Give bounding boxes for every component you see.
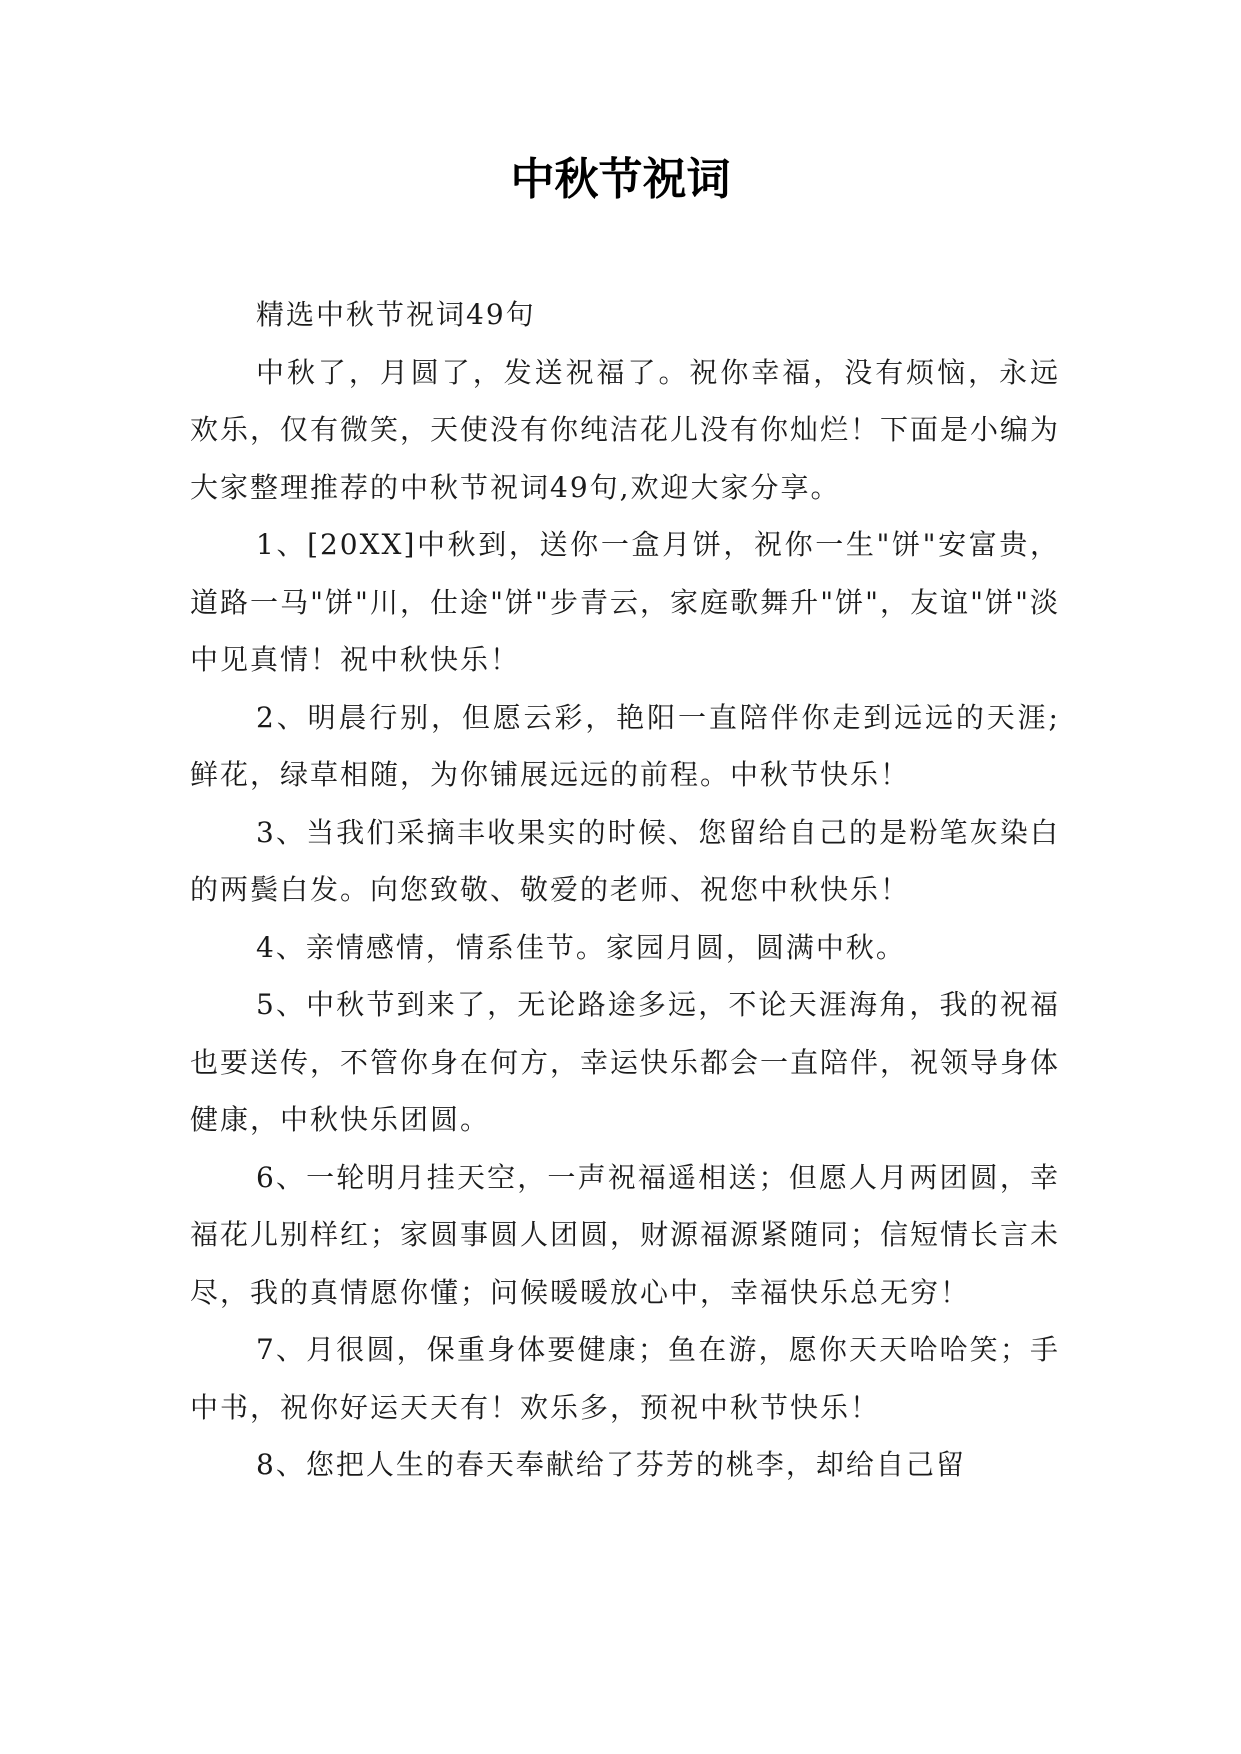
subtitle-paragraph: 精选中秋节祝词49句 (256, 298, 536, 331)
greeting-paragraph-5: 5、中秋节到来了，无论路途多远，不论天涯海角，我的祝福也要送传，不管你身在何方，幸运快乐都会一直陪伴，祝领导身体健康，中秋快乐团圆。 (190, 988, 1061, 1136)
greeting-paragraph-8: 8、您把人生的春天奉献给了芬芳的桃李，却给自己留 (256, 1448, 966, 1481)
greeting-paragraph-3: 3、当我们采摘丰收果实的时候、您留给自己的是粉笔灰染白的两鬓白发。向您致敬、敬爱的老师、祝您中秋快乐！ (190, 815, 1060, 906)
document-title: 中秋节祝词 (510, 154, 731, 205)
greeting-paragraph-1: 1、[20XX]中秋到，送你一盒月饼，祝你一生"饼"安富贵，道路一马"饼"川，仕途"饼"步青云，家庭歌舞升"饼"，友谊"饼"淡中见真情！祝中秋快乐！ (190, 528, 1060, 676)
intro-paragraph: 中秋了，月圆了，发送祝福了。祝你幸福，没有烦恼，永远欢乐，仅有微笑，天使没有你纯洁花儿没有你灿烂！下面是小编为大家整理推荐的中秋节祝词49句,欢迎大家分享。 (190, 355, 1061, 504)
greeting-paragraph-6: 6、一轮明月挂天空，一声祝福遥相送；但愿人月两团圆，幸福花儿别样红；家圆事圆人团圆，财源福源紧随同；信短情长言未尽，我的真情愿你懂；问候暖暖放心中，幸福快乐总无穷！ (190, 1160, 1061, 1309)
greeting-paragraph-7: 7、月很圆，保重身体要健康；鱼在游，愿你天天哈哈笑；手中书，祝你好运天天有！欢乐多，预祝中秋节快乐！ (190, 1333, 1060, 1424)
greeting-paragraph-4: 4、亲情感情，情系佳节。家园月圆，圆满中秋。 (256, 930, 906, 964)
document-body (190, 286, 1060, 1494)
greeting-paragraph-2: 2、明晨行别，但愿云彩，艳阳一直陪伴你走到远远的天涯;鲜花，绿草相随，为你铺展远远的前程。中秋节快乐！ (190, 700, 1060, 791)
